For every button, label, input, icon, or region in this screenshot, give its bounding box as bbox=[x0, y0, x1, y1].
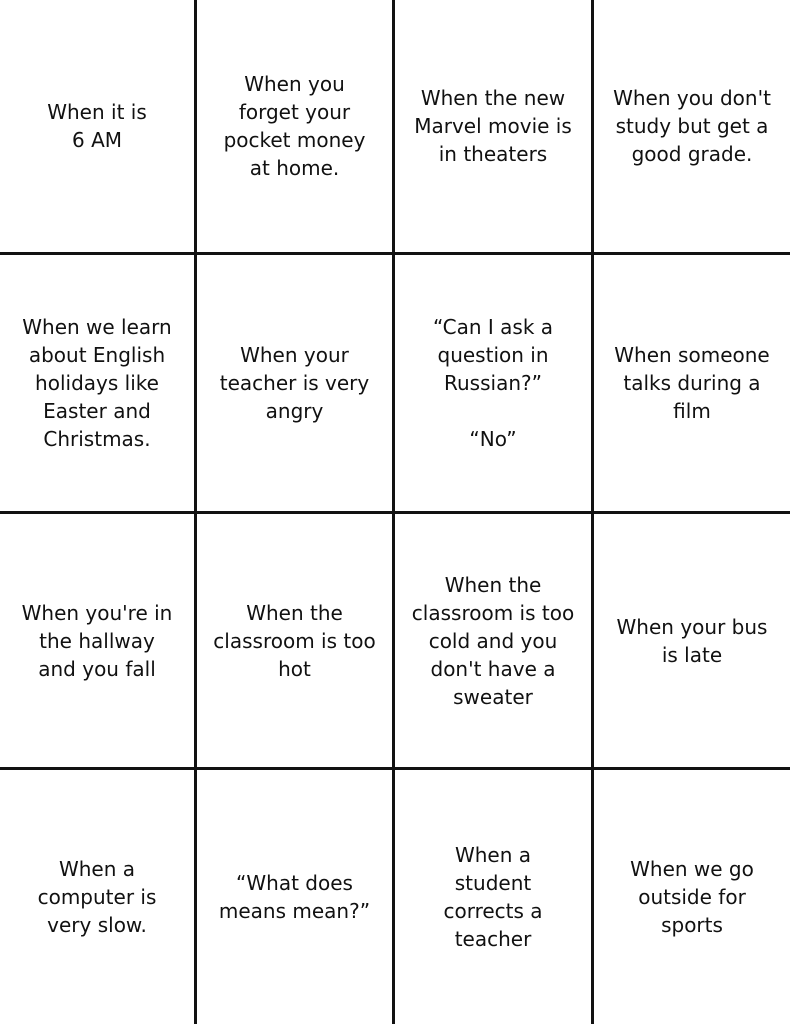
card-cell bbox=[594, 0, 790, 255]
card-text: When it is 6 AM bbox=[47, 100, 147, 152]
card-text: When you forget your pocket money at home. bbox=[223, 72, 366, 180]
card-cell bbox=[197, 514, 395, 770]
card-cell bbox=[197, 770, 395, 1024]
card-cell bbox=[395, 0, 594, 255]
card-text: “What does means mean?” bbox=[218, 871, 371, 923]
card-text: When the classroom is too hot bbox=[213, 600, 376, 681]
card-cell bbox=[395, 514, 594, 770]
card-cell bbox=[0, 514, 197, 770]
card-cell bbox=[594, 255, 790, 514]
card-cell bbox=[0, 255, 197, 514]
card-text: “Can I ask a question in Russian?” “No” bbox=[432, 315, 554, 451]
card-cell bbox=[0, 0, 197, 255]
card-text: When a student corrects a teacher bbox=[443, 843, 543, 951]
card-text: When you don't study but get a good grade. bbox=[613, 86, 771, 166]
card-text: When your teacher is very angry bbox=[219, 343, 370, 423]
card-text: When the new Marvel movie is in theaters bbox=[414, 86, 572, 166]
card-text: When we go outside for sports bbox=[630, 857, 754, 937]
card-cell bbox=[197, 255, 395, 514]
card-cell bbox=[594, 514, 790, 770]
card-text: When we learn about English holidays like Easter and Christmas. bbox=[22, 315, 172, 451]
card-text: When a computer is very slow. bbox=[37, 857, 157, 937]
card-cell bbox=[395, 255, 594, 514]
card-cell bbox=[0, 770, 197, 1024]
card-cell bbox=[594, 770, 790, 1024]
card-text: When the classroom is too cold and you don't have a sweater bbox=[411, 572, 575, 709]
card-text: When your bus is late bbox=[616, 614, 768, 667]
card-text: When you're in the hallway and you fall bbox=[21, 600, 173, 681]
card-text: When someone talks during a film bbox=[614, 343, 770, 423]
card-cell bbox=[197, 0, 395, 255]
card-cell bbox=[395, 770, 594, 1024]
